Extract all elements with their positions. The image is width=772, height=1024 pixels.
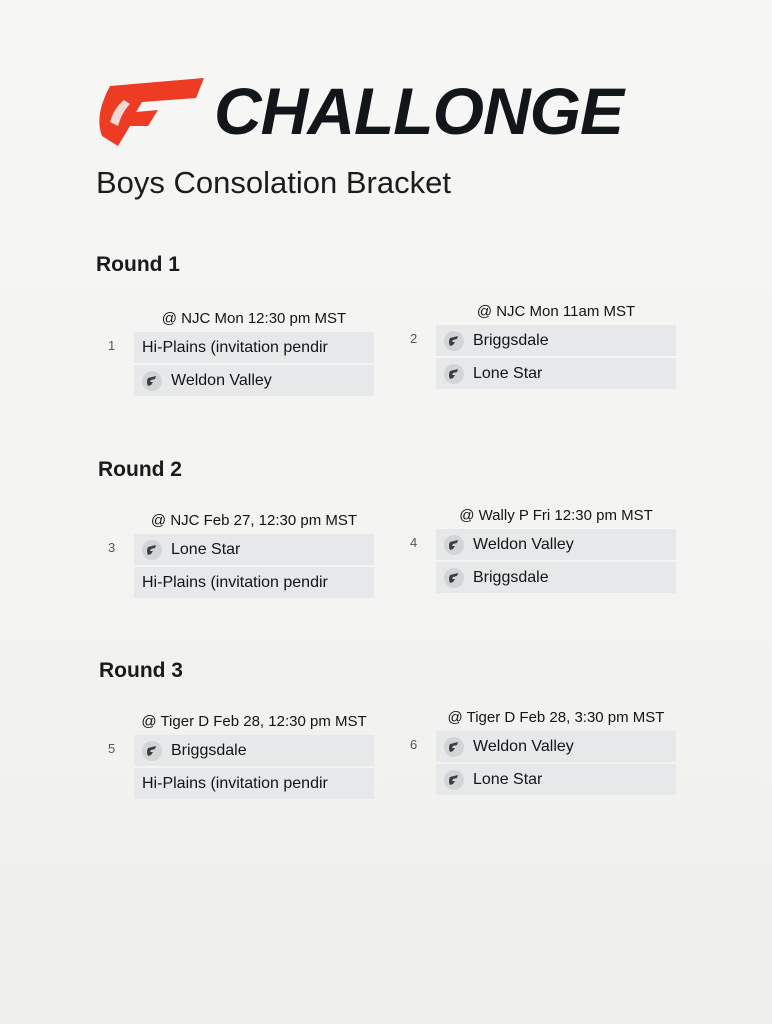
team-slot[interactable]: [134, 365, 374, 396]
match-number: 6: [410, 737, 418, 752]
team-slot[interactable]: [134, 567, 374, 598]
team-name: Briggsdale: [473, 331, 549, 349]
team-slot[interactable]: [134, 332, 374, 363]
team-logo-icon: [444, 737, 464, 757]
team-name: Hi-Plains (invitation pendir: [142, 573, 328, 591]
match-time: @ NJC Feb 27, 12:30 pm MST: [150, 512, 358, 529]
team-slot[interactable]: [134, 735, 374, 766]
team-slot[interactable]: [436, 529, 676, 560]
team-slot[interactable]: [436, 358, 676, 389]
team-name: Lone Star: [171, 540, 241, 558]
team-name: Hi-Plains (invitation pendir: [142, 774, 328, 792]
match-card[interactable]: [108, 711, 374, 799]
match-time: @ NJC Mon 11am MST: [476, 303, 636, 320]
team-slot[interactable]: [436, 562, 676, 593]
match-time: @ NJC Mon 12:30 pm MST: [161, 310, 347, 327]
team-logo-icon: [444, 568, 464, 588]
brand-header: [96, 76, 623, 146]
round-label: Round 1: [96, 253, 180, 276]
match-time: @ Tiger D Feb 28, 3:30 pm MST: [447, 709, 665, 726]
match-card[interactable]: [410, 707, 676, 795]
team-name: Lone Star: [473, 364, 543, 382]
team-logo-icon: [142, 741, 162, 761]
match-number: 5: [108, 741, 116, 756]
round-label: Round 3: [99, 659, 183, 682]
page-title: Boys Consolation Bracket: [96, 165, 451, 200]
match-number: 4: [410, 535, 418, 550]
team-logo-icon: [444, 535, 464, 555]
match-number: 3: [108, 540, 116, 555]
match-number: 2: [410, 331, 418, 346]
team-name: Weldon Valley: [171, 371, 272, 389]
team-slot[interactable]: [134, 768, 374, 799]
challonge-logo-icon: [96, 76, 206, 146]
match-number: 1: [108, 338, 116, 353]
match-time: @ Wally P Fri 12:30 pm MST: [459, 507, 653, 524]
team-logo-icon: [142, 540, 162, 560]
team-logo-icon: [444, 331, 464, 351]
team-slot[interactable]: [436, 731, 676, 762]
team-name: Lone Star: [473, 770, 543, 788]
team-name: Weldon Valley: [473, 535, 574, 553]
team-name: Hi-Plains (invitation pendir: [142, 338, 328, 356]
team-slot[interactable]: [436, 325, 676, 356]
team-logo-icon: [444, 364, 464, 384]
round-label: Round 2: [98, 458, 182, 481]
team-name: Briggsdale: [473, 568, 549, 586]
team-slot[interactable]: [134, 534, 374, 565]
team-logo-icon: [142, 371, 162, 391]
match-card[interactable]: [108, 308, 374, 396]
team-slot[interactable]: [436, 764, 676, 795]
match-time: @ Tiger D Feb 28, 12:30 pm MST: [141, 713, 367, 730]
match-card[interactable]: [108, 510, 374, 598]
match-card[interactable]: [410, 301, 676, 389]
team-name: Weldon Valley: [473, 737, 574, 755]
team-logo-icon: [444, 770, 464, 790]
match-card[interactable]: [410, 505, 676, 593]
team-name: Briggsdale: [171, 741, 247, 759]
brand-name: CHALLONGE: [214, 74, 623, 148]
